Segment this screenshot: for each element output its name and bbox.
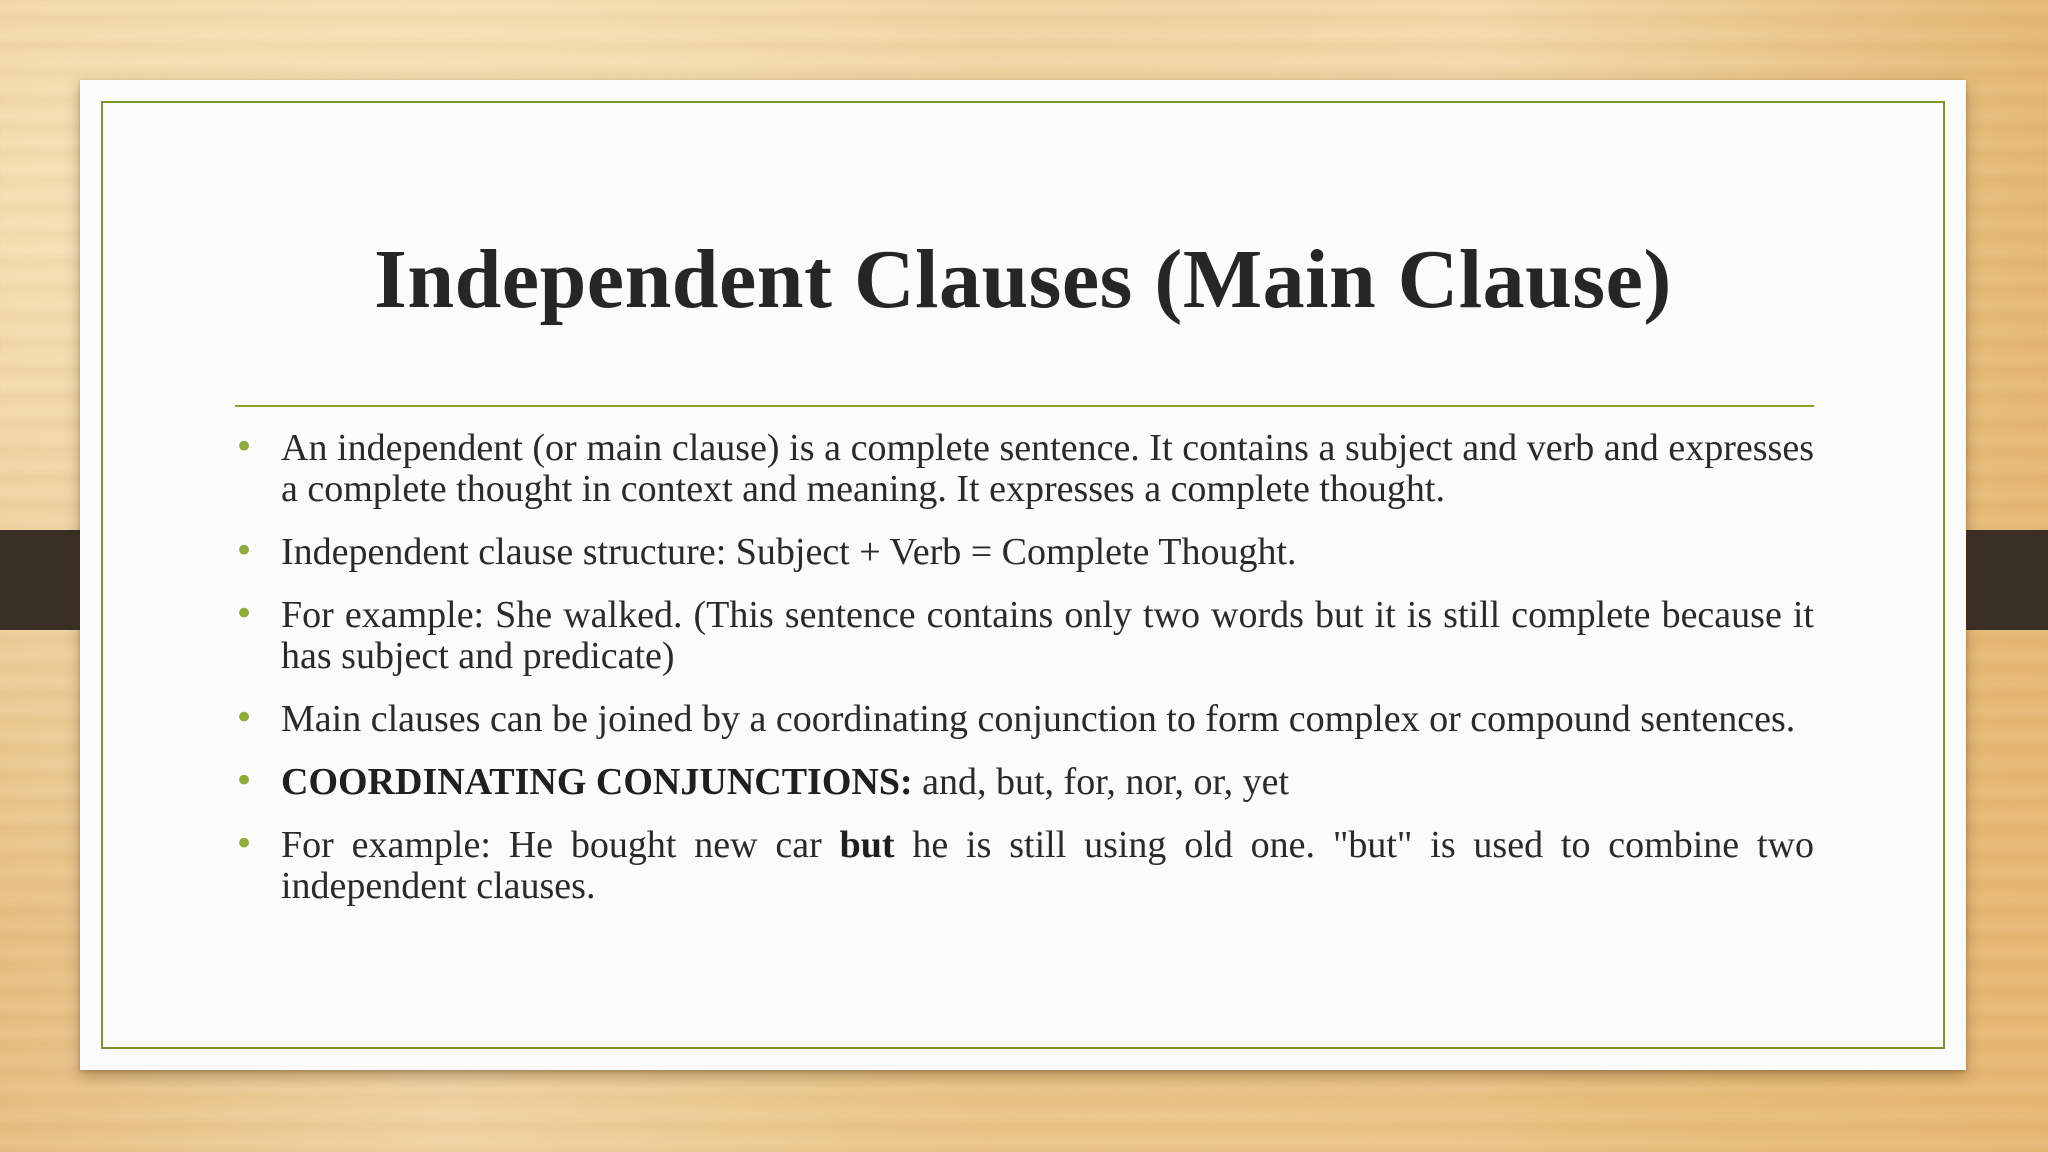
bullet-item: [234, 824, 1814, 907]
bullet-item: [234, 594, 1814, 677]
slide-card: [80, 80, 1966, 1070]
bullet-text-after: he is still using old one. "but" is used to combine two independent clauses.: [281, 824, 1814, 907]
bullet-item: [234, 531, 1814, 573]
bullet-item: [234, 427, 1814, 510]
bullet-dot-icon: •: [234, 531, 255, 571]
bullet-text: For example: She walked. (This sentence contains only two words but it is still complete because it has subject and predicate): [281, 594, 1814, 677]
bullet-text: and, but, for, nor, or, yet: [912, 761, 1290, 803]
bullet-dot-icon: •: [234, 824, 255, 864]
bullet-list: [234, 427, 1814, 929]
bullet-text: An independent (or main clause) is a complete sentence. It contains a subject and verb and expresses a complete thought in context and meaning. It expresses a complete thought.: [281, 427, 1814, 510]
title-divider: [235, 405, 1814, 407]
bullet-text: Independent clause structure: Subject + Verb = Complete Thought.: [281, 531, 1297, 573]
slide-title: Independent Clauses (Main Clause): [374, 233, 1672, 326]
bullet-dot-icon: •: [234, 698, 255, 738]
bullet-dot-icon: •: [234, 761, 255, 801]
bullet-text-before: For example: He bought new car: [281, 824, 840, 866]
bullet-item: [234, 761, 1814, 803]
bullet-text: Main clauses can be joined by a coordinating conjunction to form complex or compound sentences.: [281, 698, 1796, 740]
bullet-bold-word: but: [839, 824, 895, 866]
bullet-dot-icon: •: [234, 594, 255, 634]
bullet-item: [234, 698, 1814, 740]
bullet-dot-icon: •: [234, 427, 255, 467]
bullet-bold-label: COORDINATING CONJUNCTIONS:: [281, 761, 913, 803]
